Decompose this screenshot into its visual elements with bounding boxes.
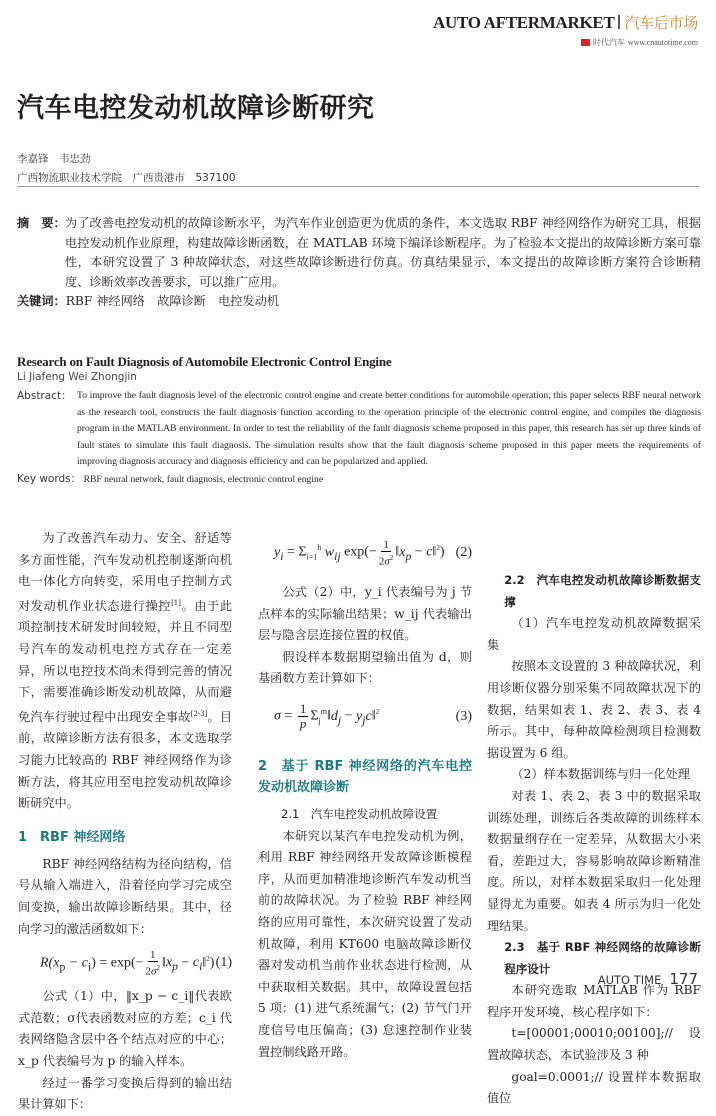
paragraph: 公式（1）中，‖x_p − c_i‖代表欧式范数；σ代表函数对应的方差；c_i 代表网络隐含层中各个结点对应的中心；x_p 代表编号为 p 的输入样本。 [18,989,232,1068]
keywords-cn [17,292,279,309]
equation-body: $R(x_p - c_i) = \exp(-$ $\frac{1}{2\sigma^2}$ $‖x_p$ − $c_i‖^2$) [40,948,215,978]
mail-icon [581,39,590,46]
authors: 李嘉锋 韦忠劲 [17,153,91,165]
abstract-label: 摘 要： [17,216,66,230]
keywords-en-text: RBF neural network, fault diagnosis, electronic control engine [83,474,324,485]
equation-body: σ = $\frac{1}{p}$ $\Sigma_j^m‖d_j$ − $y_jc‖^2$ [274,701,380,732]
equation-3 [258,690,472,744]
text: 。由于此项控制技术研发时间较短，并且不同型号汽车的发动机电控方式存在一定差异，所以电控技术尚未得到完善的情况下，需要准确诊断发动机故障，从而避免汽车行驶过程中出现安全事故 [18,598,233,724]
equation-number: (1) [215,955,232,971]
equation-2 [258,524,472,582]
keywords-en [17,471,323,486]
magazine-name: 时代汽车 [592,38,625,47]
paragraph: 经过一番学习变换后得到的输出结果计算如下： [18,1075,232,1112]
code-line: goal=0.0001;// 设置样本数据取值位 [487,1069,701,1106]
paragraph: 本研究选取 MATLAB 作为 RBF 程序开发环境，核心程序如下： [487,983,701,1019]
keywords-en-label: Key words： [17,473,82,485]
text: 为了改善汽车动力、安全、舒适等多方面性能，汽车发动机控制逐渐向机电一体化方向转变，采用电子控制方式对发动机作业状态进行操控 [18,531,232,613]
keywords-text: RBF 神经网络 故障诊断 电控发动机 [65,294,280,308]
intro-paragraph [18,528,232,815]
website-link[interactable]: www.cnautotime.com [627,38,698,47]
english-title: Research on Fault Diagnosis of Automobile Electronic Control Engine [17,354,392,369]
section-en: AUTO AFTERMARKET [433,13,615,32]
equation-rhs: ) = exp [91,955,131,971]
column-3 [487,528,701,1110]
equation-body: $y_i = \Sigma_{i=1}^h$ $w_{ij}$ exp(− $\frac{1}{2\sigma^2}$ $‖x_p$ − c‖$^2$) [274,538,445,568]
paragraph: 本研究以某汽车电控发动机为例，利用 RBF 神经网络开发故障诊断模程序，从而更加精准地诊断汽车发动机当前的故障状况。为了检验 RBF 神经网络的应用可靠性，本次研究设置了发动机故障，利用 KT600 电脑故障诊断仪器对发动机当前作业状态进行检测，从中获取相关数据。其中，故障设置包括 5 项：(1) 进气系统漏气；(2) 节气门开度信号电压偏高；(3) 怠速控制作业装置控制线路开路。 [258,828,472,1059]
citation[interactable]: [2-3] [190,709,208,718]
section-cn: 汽车后市场 [624,14,698,32]
page-title: 汽车电控发动机故障诊断研究 [17,93,375,124]
equation-mid: − c [65,955,88,971]
abstract-en [17,388,701,471]
equation-number: (2) [455,545,472,561]
subsection-heading: 2.3 基于 RBF 神经网络的故障诊断程序设计 [504,940,701,976]
subsection-heading: 2.1 汽车电控发动机故障设置 [281,806,438,821]
paragraph: 对表 1、表 2、表 3 中的数据采取训练处理，训练后各类故障的训练样本数据量纲存在一定差异，从数据大小来看，差距过大，容易影响故障诊断精准度。所以，对样本数据采取归一化处理显得尤为重要。如表 4 所示为归一化处理结果。 [487,788,701,933]
paragraph: 公式（2）中，y_i 代表编号为 j 节点样本的实际输出结果；w_ij 代表输出层与隐含层连接位置的权值。 [258,585,472,643]
keywords-label: 关键词： [17,294,66,308]
page-number: 177 [669,970,698,988]
paragraph: 按照本文设置的 3 种故障状况，利用诊断仪器分别采集不同故障状况下的数据，结果如表 1、表 2、表 3、表 4 所示。其中，每种故障检测项目检测数据设置为 6 组。 [487,659,701,760]
abstract-en-label: Abstract： [17,390,72,402]
magazine-line [581,37,698,48]
sub-heading: （2）样本数据训练与归一化处理 [511,767,690,782]
column-1 [18,528,232,1116]
section-header [433,12,698,33]
column-2 [258,524,472,1059]
journal-name: AUTO TIME [597,973,662,987]
divider [17,186,699,187]
equation-1 [18,940,232,986]
paragraph: 假设样本数据期望输出值为 d，则基函数方差计算如下： [258,649,472,686]
paragraph: RBF 神经网络结构为径向结构，信号从输入端进入，沿着径向学习完成空间变换，输出故障诊断结果。其中，径向学习的激活函数如下： [18,856,232,936]
section-heading: 2 基于 RBF 神经网络的汽车电控发动机故障诊断 [258,758,472,795]
section-heading: 1 RBF 神经网络 [18,829,126,845]
abstract-en-text: To improve the fault diagnosis level of the electronic control engine and create better conditions for automobile operation, this paper selects RBF neural network as the research tool, constructs the fault diagnosis function according to the operation principle of the electronic control engine, and compiles the diagnosis program in the MATLAB environment. In order to test the reliability of the fault diagnosis scheme proposed in this paper, this research has set up three kinds of fault states to simulate this fault diagnosis. The simulation results show that the fault diagnosis scheme proposed in this paper meets the requirements of improving diagnosis accuracy and diagnosis efficiency and can be popularized and applied. [77,390,701,468]
abstract-text: 为了改善电控发动机的故障诊断水平，为汽车作业创造更为优质的条件，本文选取 RBF 神经网络作为研究工具，根据电控发动机作业原理，构建故障诊断函数，在 MATLAB 环境下编译诊断程序。为了检验本文提出的故障诊断方案可靠性，本研究设置了 3 种故障状态，对这些故障诊断进行仿真。仿真结果显示，本文提出的故障诊断方案符合诊断精度、诊断效率改善要求，可以推广应用。 [65,216,701,289]
abstract-cn [17,214,701,292]
english-authors: Li Jiafeng Wei Zhongjin [17,371,137,383]
subsection-heading: 2.2 汽车电控发动机故障诊断数据支撑 [504,573,701,609]
text: 。目前，故障诊断方法有很多，本文选取学习能力比较高的 RBF 神经网络作为诊断方法，将其应用至电控发动机故障诊断研究中。 [18,709,233,811]
citation[interactable]: [1] [171,598,181,607]
code-line: t=[00001;00010;00100];// 设置故障状态，本试验涉及 3 种 [487,1026,701,1063]
sub-heading: （1）汽车电控发动机故障数据采集 [487,616,701,652]
page-footer [598,970,698,988]
equation-number: (3) [455,709,472,725]
divider [618,15,620,29]
equation-lhs: R(x [40,955,60,971]
affiliation: 广西物流职业技术学院 广西贵港市 537100 [17,172,236,184]
